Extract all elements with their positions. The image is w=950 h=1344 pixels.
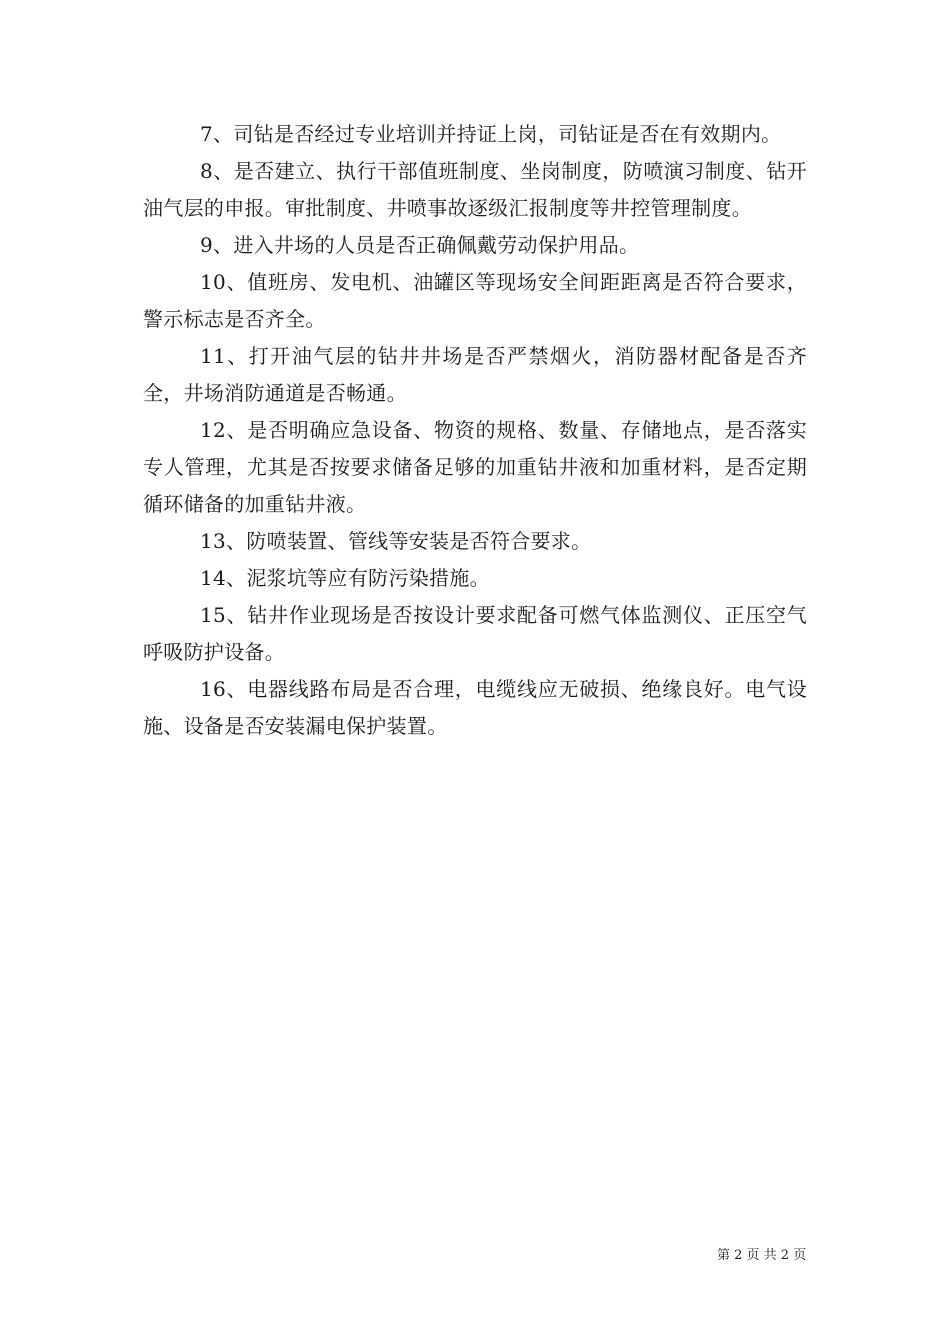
document-body xyxy=(143,116,807,745)
paragraph-item-10: 10、值班房、发电机、油罐区等现场安全间距距离是否符合要求，警示标志是否齐全。 xyxy=(143,270,807,331)
paragraph-item-16: 16、电器线路布局是否合理，电缆线应无破损、绝缘良好。电气设施、设备是否安装漏电保护装置。 xyxy=(143,677,807,738)
paragraph-item-15: 15、钻井作业现场是否按设计要求配备可燃气体监测仪、正压空气呼吸防护设备。 xyxy=(143,603,807,664)
paragraph-item-13: 13、防喷装置、管线等安装是否符合要求。 xyxy=(200,529,592,553)
paragraph-item-14: 14、泥浆坑等应有防污染措施。 xyxy=(200,566,490,590)
paragraph-item-9: 9、进入井场的人员是否正确佩戴劳动保护用品。 xyxy=(200,233,640,257)
paragraph-item-11: 11、打开油气层的钻井井场是否严禁烟火，消防器材配备是否齐全，井场消防通道是否畅通。 xyxy=(143,344,807,405)
paragraph-item-12: 12、是否明确应急设备、物资的规格、数量、存储地点，是否落实专人管理，尤其是否按要求储备足够的加重钻井液和加重材料，是否定期循环储备的加重钻井液。 xyxy=(143,418,807,516)
paragraph-item-8: 8、是否建立、执行干部值班制度、坐岗制度，防喷演习制度、钻开油气层的申报。审批制度、井喷事故逐级汇报制度等井控管理制度。 xyxy=(143,159,807,220)
paragraph-item-7: 7、司钻是否经过专业培训并持证上岗，司钻证是否在有效期内。 xyxy=(200,122,782,146)
page-number-footer: 第 2 页 共 2 页 xyxy=(717,1248,807,1263)
